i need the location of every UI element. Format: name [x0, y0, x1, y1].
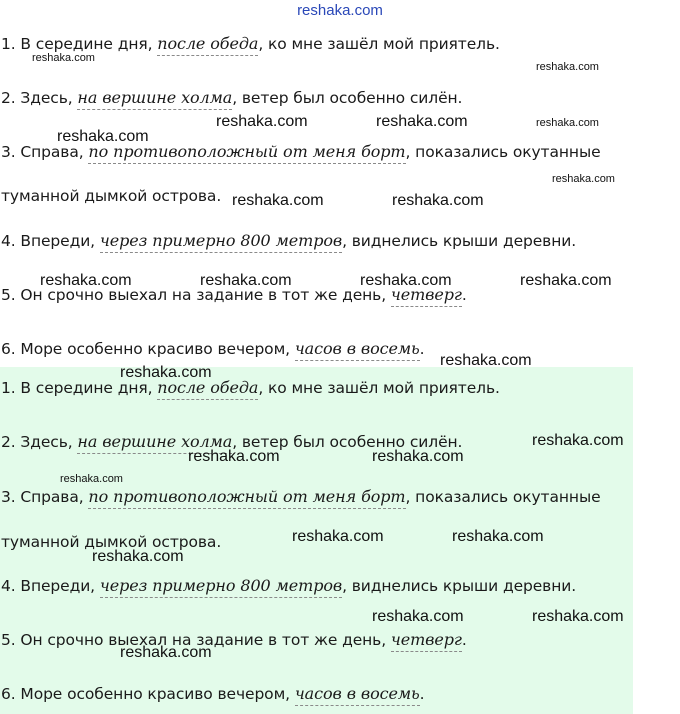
sentence-1: 1. В середине дня, после обеда, ко мне зашёл мой приятель.: [1, 34, 500, 54]
sentence-2: 2. Здесь, на вершине холма, ветер был особенно силён.: [1, 432, 462, 452]
watermark: reshaka.com: [536, 117, 599, 129]
watermark: reshaka.com: [292, 528, 384, 545]
watermark: reshaka.com: [216, 113, 308, 130]
highlighted-phrase: на вершине холма: [77, 432, 232, 454]
watermark: reshaka.com: [552, 173, 615, 185]
sentence-6: 6. Море особенно красиво вечером, часов в восемь.: [1, 339, 424, 359]
watermark: reshaka.com: [440, 352, 532, 369]
sentence-6: 6. Море особенно красиво вечером, часов в восемь.: [1, 684, 424, 704]
watermark: reshaka.com: [392, 192, 484, 209]
watermark: reshaka.com: [188, 448, 280, 465]
sentence-4: 4. Впереди, через примерно 800 метров, виднелись крыши деревни.: [1, 576, 576, 596]
watermark: reshaka.com: [57, 128, 149, 145]
highlighted-phrase: часов в восемь: [295, 684, 420, 706]
sentence-2: 2. Здесь, на вершине холма, ветер был особенно силён.: [1, 88, 462, 108]
sentence-1: 1. В середине дня, после обеда, ко мне зашёл мой приятель.: [1, 378, 500, 398]
watermark: reshaka.com: [532, 432, 624, 449]
highlighted-phrase: четверг: [391, 630, 462, 652]
highlighted-phrase: по противоположный от меня борт: [88, 487, 405, 509]
highlighted-phrase: после обеда: [157, 34, 258, 56]
watermark: reshaka.com: [360, 272, 452, 289]
watermark: reshaka.com: [520, 272, 612, 289]
watermark: reshaka.com: [200, 272, 292, 289]
watermark: reshaka.com: [40, 272, 132, 289]
watermark: reshaka.com: [532, 608, 624, 625]
watermark: reshaka.com: [452, 528, 544, 545]
watermark: reshaka.com: [92, 548, 184, 565]
highlighted-phrase: четверг: [391, 285, 462, 307]
highlighted-phrase: через примерно 800 метров: [100, 231, 342, 253]
watermark: reshaka.com: [376, 113, 468, 130]
site-header[interactable]: reshaka.com: [297, 2, 383, 19]
sentence-5: 5. Он срочно выехал на задание в тот же день, четверг.: [1, 285, 467, 305]
sentence-3-continuation: туманной дымкой острова.: [1, 533, 222, 551]
watermark: reshaka.com: [372, 608, 464, 625]
watermark: reshaka.com: [120, 364, 212, 381]
sentence-5: 5. Он срочно выехал на задание в тот же день, четверг.: [1, 630, 467, 650]
watermark: reshaka.com: [60, 473, 123, 485]
watermark: reshaka.com: [120, 644, 212, 661]
sentence-3: 3. Справа, по противоположный от меня борт, показались окутанные: [1, 487, 601, 507]
highlighted-phrase: после обеда: [157, 378, 258, 400]
watermark: reshaka.com: [536, 61, 599, 73]
highlighted-phrase: на вершине холма: [77, 88, 232, 110]
sentence-3-continuation: туманной дымкой острова.: [1, 187, 222, 205]
highlighted-phrase: часов в восемь: [295, 339, 420, 361]
highlighted-phrase: по противоположный от меня борт: [88, 142, 405, 164]
sentence-4: 4. Впереди, через примерно 800 метров, виднелись крыши деревни.: [1, 231, 576, 251]
watermark: reshaka.com: [232, 192, 324, 209]
watermark: reshaka.com: [372, 448, 464, 465]
sentence-3: 3. Справа, по противоположный от меня борт, показались окутанные: [1, 142, 601, 162]
highlighted-phrase: через примерно 800 метров: [100, 576, 342, 598]
watermark: reshaka.com: [32, 52, 95, 64]
